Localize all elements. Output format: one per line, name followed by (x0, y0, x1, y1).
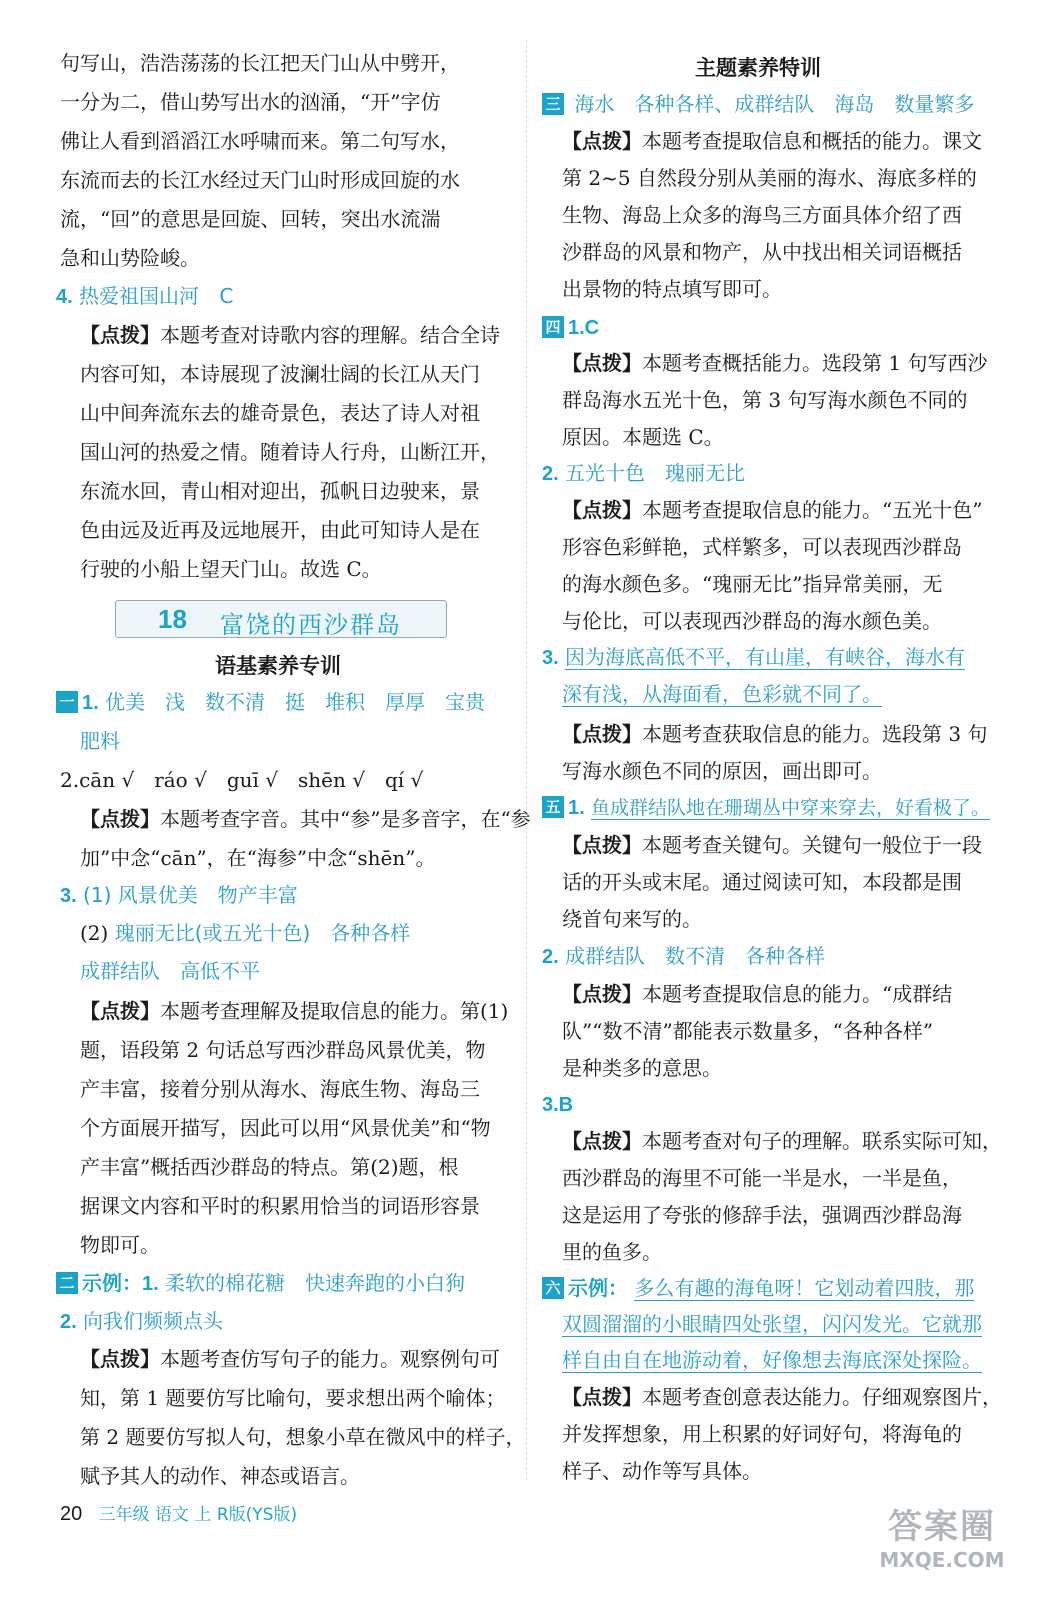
text-line: 据课文内容和平时的积累用恰当的词语形容景 (80, 1194, 480, 1218)
hint-tag: 【点拨】 (562, 982, 642, 1006)
text-line: 写海水颜色不同的原因，画出即可。 (562, 759, 882, 783)
text-line: 加”中念“cān”，在“海参”中念“shēn”。 (80, 846, 436, 870)
handwritten-answer: 深有浅，从海面看，色彩就不同了。 (562, 682, 882, 706)
section-badge: 六 (542, 1277, 564, 1299)
page-number: 20 (60, 1503, 83, 1525)
handwritten-answer: 鱼成群结队地在珊瑚丛中穿来穿去，好看极了。 (591, 797, 991, 819)
handwritten-answer: 因为海底高低不平，有山崖，有峡谷，海水有 (565, 645, 966, 669)
section-2-q2 (60, 1308, 223, 1335)
section-4-q3 (542, 644, 965, 671)
section-6 (542, 1275, 974, 1302)
text-line: 第 2 题要仿写拟人句，想象小草在微风中的样子， (80, 1425, 526, 1449)
text-line: 东流水回，青山相对迎出，孤帆日边驶来，景 (80, 479, 480, 503)
handwritten-answer: (1) 风景优美 物产丰富 (83, 883, 298, 907)
hint-text: 本题考查提取信息的能力。“成群结 (642, 982, 953, 1006)
text-line: 物即可。 (80, 1233, 160, 1257)
section-5-q1 (542, 794, 990, 821)
section-badge: 二 (56, 1272, 78, 1294)
text-line: 是种类多的意思。 (562, 1056, 722, 1080)
text-line: 西沙群岛的海里不可能一半是水，一半是鱼， (562, 1166, 962, 1190)
hint-tag: 【点拨】 (562, 351, 642, 375)
section-5-q3 (542, 1091, 573, 1118)
section-badge: 一 (56, 691, 78, 713)
section-badge: 五 (542, 796, 564, 818)
section-3 (542, 91, 974, 117)
sub-number: (2) (80, 921, 109, 945)
text-line: 东流而去的长江水经过天门山时形成回旋的水 (60, 168, 460, 192)
hint-tag: 【点拨】 (80, 1347, 160, 1371)
hint-tag: 【点拨】 (562, 498, 642, 522)
section-4-q2 (542, 460, 745, 487)
answer-line (80, 958, 260, 984)
hint-tag: 【点拨】 (562, 1129, 642, 1153)
section-heading: 主题素养特训 (695, 56, 821, 80)
hint-text: 本题考查对诗歌内容的理解。结合全诗 (160, 323, 500, 347)
handwritten-answer: 柔软的棉花糖 快速奔跑的小白狗 (165, 1271, 466, 1295)
text-line: 赋予其人的动作、神态或语言。 (80, 1464, 360, 1488)
explain-line (562, 721, 987, 747)
section-1-q1 (56, 689, 485, 716)
handwritten-answer: 成群结队 高低不平 (80, 959, 260, 983)
text-line: 题，语段第 2 句话总写西沙群岛风景优美，物 (80, 1038, 486, 1062)
question-number: 1. (568, 797, 585, 819)
handwritten-answer: 向我们频频点头 (83, 1309, 224, 1333)
text-line: 原因。本题选 C。 (562, 425, 724, 449)
explain-line (80, 806, 531, 832)
example-lead: 示例：1. (82, 1273, 159, 1295)
hint-tag: 【点拨】 (80, 323, 160, 347)
hint-tag: 【点拨】 (80, 807, 160, 831)
text-line: 国山河的热爱之情。随着诗人行舟，山断江开， (80, 440, 500, 464)
text-line: 句写山，浩浩荡荡的长江把天门山从中劈开， (60, 51, 460, 75)
text-line: 内容可知，本诗展现了波澜壮阔的长江从天门 (80, 362, 480, 386)
text-line: 形容色彩鲜艳，式样繁多，可以表现西沙群岛 (562, 535, 962, 559)
explain-line (562, 350, 987, 376)
handwritten-answer: 五光十色 瑰丽无比 (565, 461, 746, 485)
text-line: 里的鱼多。 (562, 1240, 662, 1264)
handwritten-answer: 成群结队 数不清 各种各样 (565, 944, 826, 968)
question-number: 2. (542, 946, 559, 968)
question-number: 3. (60, 885, 77, 907)
explain-line (562, 981, 952, 1007)
explain-line (562, 1128, 1002, 1154)
text-line: 行驶的小船上望天门山。故选 C。 (80, 557, 382, 581)
hint-text: 本题考查对句子的理解。联系实际可知， (642, 1129, 1002, 1153)
handwritten-answer: 样自由自在地游动着，好像想去海底深处探险。 (562, 1348, 982, 1372)
text-line: 第 2~5 自然段分别从美丽的海水、海底多样的 (562, 166, 977, 190)
section-heading: 语基素养专训 (215, 654, 341, 678)
text-line: 并发挥想象，用上积累的好词好句，将海龟的 (562, 1422, 962, 1446)
explain-line (562, 128, 982, 154)
handwritten-answer: 海水 各种各样、成群结队 海岛 数量繁多 (574, 92, 975, 116)
answer-line (562, 681, 882, 707)
text-line: 的海水颜色多。“瑰丽无比”指异常美丽，无 (562, 572, 943, 596)
question-4 (56, 283, 233, 310)
text-line: 绕首句来写的。 (562, 907, 702, 931)
explain-line (562, 497, 982, 523)
explain-line (562, 1384, 1002, 1410)
hint-tag: 【点拨】 (80, 999, 160, 1023)
section-badge: 三 (542, 93, 564, 115)
text-line: 生物、海岛上众多的海鸟三方面具体介绍了西 (562, 203, 962, 227)
text-line: 这是运用了夸张的修辞手法，强调西沙群岛海 (562, 1203, 962, 1227)
text-line: 话的开头或末尾。通过阅读可知，本段都是围 (562, 870, 962, 894)
text-line: 知，第 1 题要仿写比喻句，要求想出两个喻体； (80, 1386, 506, 1410)
page-footer (60, 1500, 297, 1526)
handwritten-answer: 肥料 (80, 729, 120, 753)
example-lead: 示例： (568, 1278, 628, 1300)
hint-tag: 【点拨】 (562, 833, 642, 857)
text-line: 流，“回”的意思是回旋、回转，突出水流湍 (60, 207, 441, 231)
hint-text: 本题考查创意表达能力。仔细观察图片， (642, 1385, 1002, 1409)
text-line: 一分为二，借山势写出水的汹涌，“开”字仿 (60, 90, 441, 114)
hint-text: 本题考查提取信息的能力。“五光十色” (642, 498, 983, 522)
text-line: 产丰富”概括西沙群岛的特点。第(2)题，根 (80, 1155, 459, 1179)
section-5-q2 (542, 943, 825, 970)
text-line: 队”“数不清”都能表示数量多，“各种各样” (562, 1019, 934, 1043)
hint-text: 本题考查提取信息和概括的能力。课文 (642, 129, 982, 153)
question-answer: 1.C (568, 317, 600, 339)
hint-text: 本题考查关键句。关键句一般位于一段 (642, 833, 982, 857)
watermark-logo (867, 1499, 1017, 1572)
text-line: 个方面展开描写，因此可以用“风景优美”和“物 (80, 1116, 491, 1140)
hint-text: 本题考查理解及提取信息的能力。第(1) (160, 999, 509, 1023)
handwritten-answer: 热爱祖国山河 (79, 284, 200, 308)
hint-tag: 【点拨】 (562, 129, 642, 153)
handwritten-answer: 瑰丽无比(或五光十色) 各种各样 (114, 921, 411, 945)
question-number: 2. (60, 1311, 77, 1333)
answer-line (562, 1347, 982, 1373)
text-line: 山中间奔流东去的雄奇景色，表达了诗人对祖 (80, 401, 480, 425)
question-2: 2.cān √ ráo √ guī √ shēn √ qí √ (60, 768, 424, 792)
question-number: 2. (542, 463, 559, 485)
lesson-title: 富饶的西沙群岛 (220, 611, 402, 639)
hint-tag: 【点拨】 (562, 722, 642, 746)
text-line: 色由远及近再及远地展开，由此可知诗人是在 (80, 518, 480, 542)
hint-text: 本题考查仿写句子的能力。观察例句可 (160, 1347, 500, 1371)
handwritten-answer: 多么有趣的海龟呀！它划动着四肢，那 (634, 1276, 975, 1300)
footer-text: 三年级 语文 上 R版(YS版) (98, 1505, 298, 1525)
lesson-number: 18 (158, 604, 187, 634)
handwritten-answer: 双圆溜溜的小眼睛四处张望，闪闪发光。它就那 (562, 1312, 982, 1336)
question-number: 4. (56, 286, 73, 308)
lesson-banner (115, 600, 447, 638)
hint-text: 本题考查获取信息的能力。选段第 3 句 (642, 722, 988, 746)
handwritten-choice: C (219, 284, 234, 308)
handwritten-answer (80, 728, 120, 754)
explain-line (80, 322, 500, 348)
watermark-text: 答案圈 (888, 1507, 996, 1547)
explain-line (80, 1346, 500, 1372)
watermark-url: MXQE.COM (879, 1548, 1005, 1572)
question-number: 3. (542, 647, 559, 669)
explain-line (80, 998, 508, 1024)
question-3 (60, 882, 298, 909)
handwritten-answer: 优美 浅 数不清 挺 堆积 厚厚 宝贵 (105, 690, 486, 714)
hint-tag: 【点拨】 (562, 1385, 642, 1409)
explain-line (562, 832, 982, 858)
section-badge: 四 (542, 316, 564, 338)
text-line: 产丰富，接着分别从海水、海底生物、海岛三 (80, 1077, 480, 1101)
text-line: 佛让人看到滔滔江水呼啸而来。第二句写水， (60, 129, 460, 153)
answer-line (80, 920, 410, 946)
text-line: 急和山势险峻。 (60, 246, 200, 270)
text-line: 沙群岛的风景和物产，从中找出相关词语概括 (562, 240, 962, 264)
column-divider (526, 40, 527, 1480)
text-line: 与伦比，可以表现西沙群岛的海水颜色美。 (562, 609, 942, 633)
section-2-q1 (56, 1270, 465, 1297)
text-line: 群岛海水五光十色，第 3 句写海水颜色不同的 (562, 388, 968, 412)
question-answer: 3.B (542, 1094, 574, 1116)
section-4-q1 (542, 314, 599, 341)
answer-line (562, 1311, 982, 1337)
hint-text: 本题考查概括能力。选段第 1 句写西沙 (642, 351, 988, 375)
hint-text: 本题考查字音。其中“参”是多音字，在“参 (160, 807, 531, 831)
text-line: 样子、动作等写具体。 (562, 1459, 762, 1483)
text-line: 出景物的特点填写即可。 (562, 277, 782, 301)
question-number: 1. (82, 692, 99, 714)
